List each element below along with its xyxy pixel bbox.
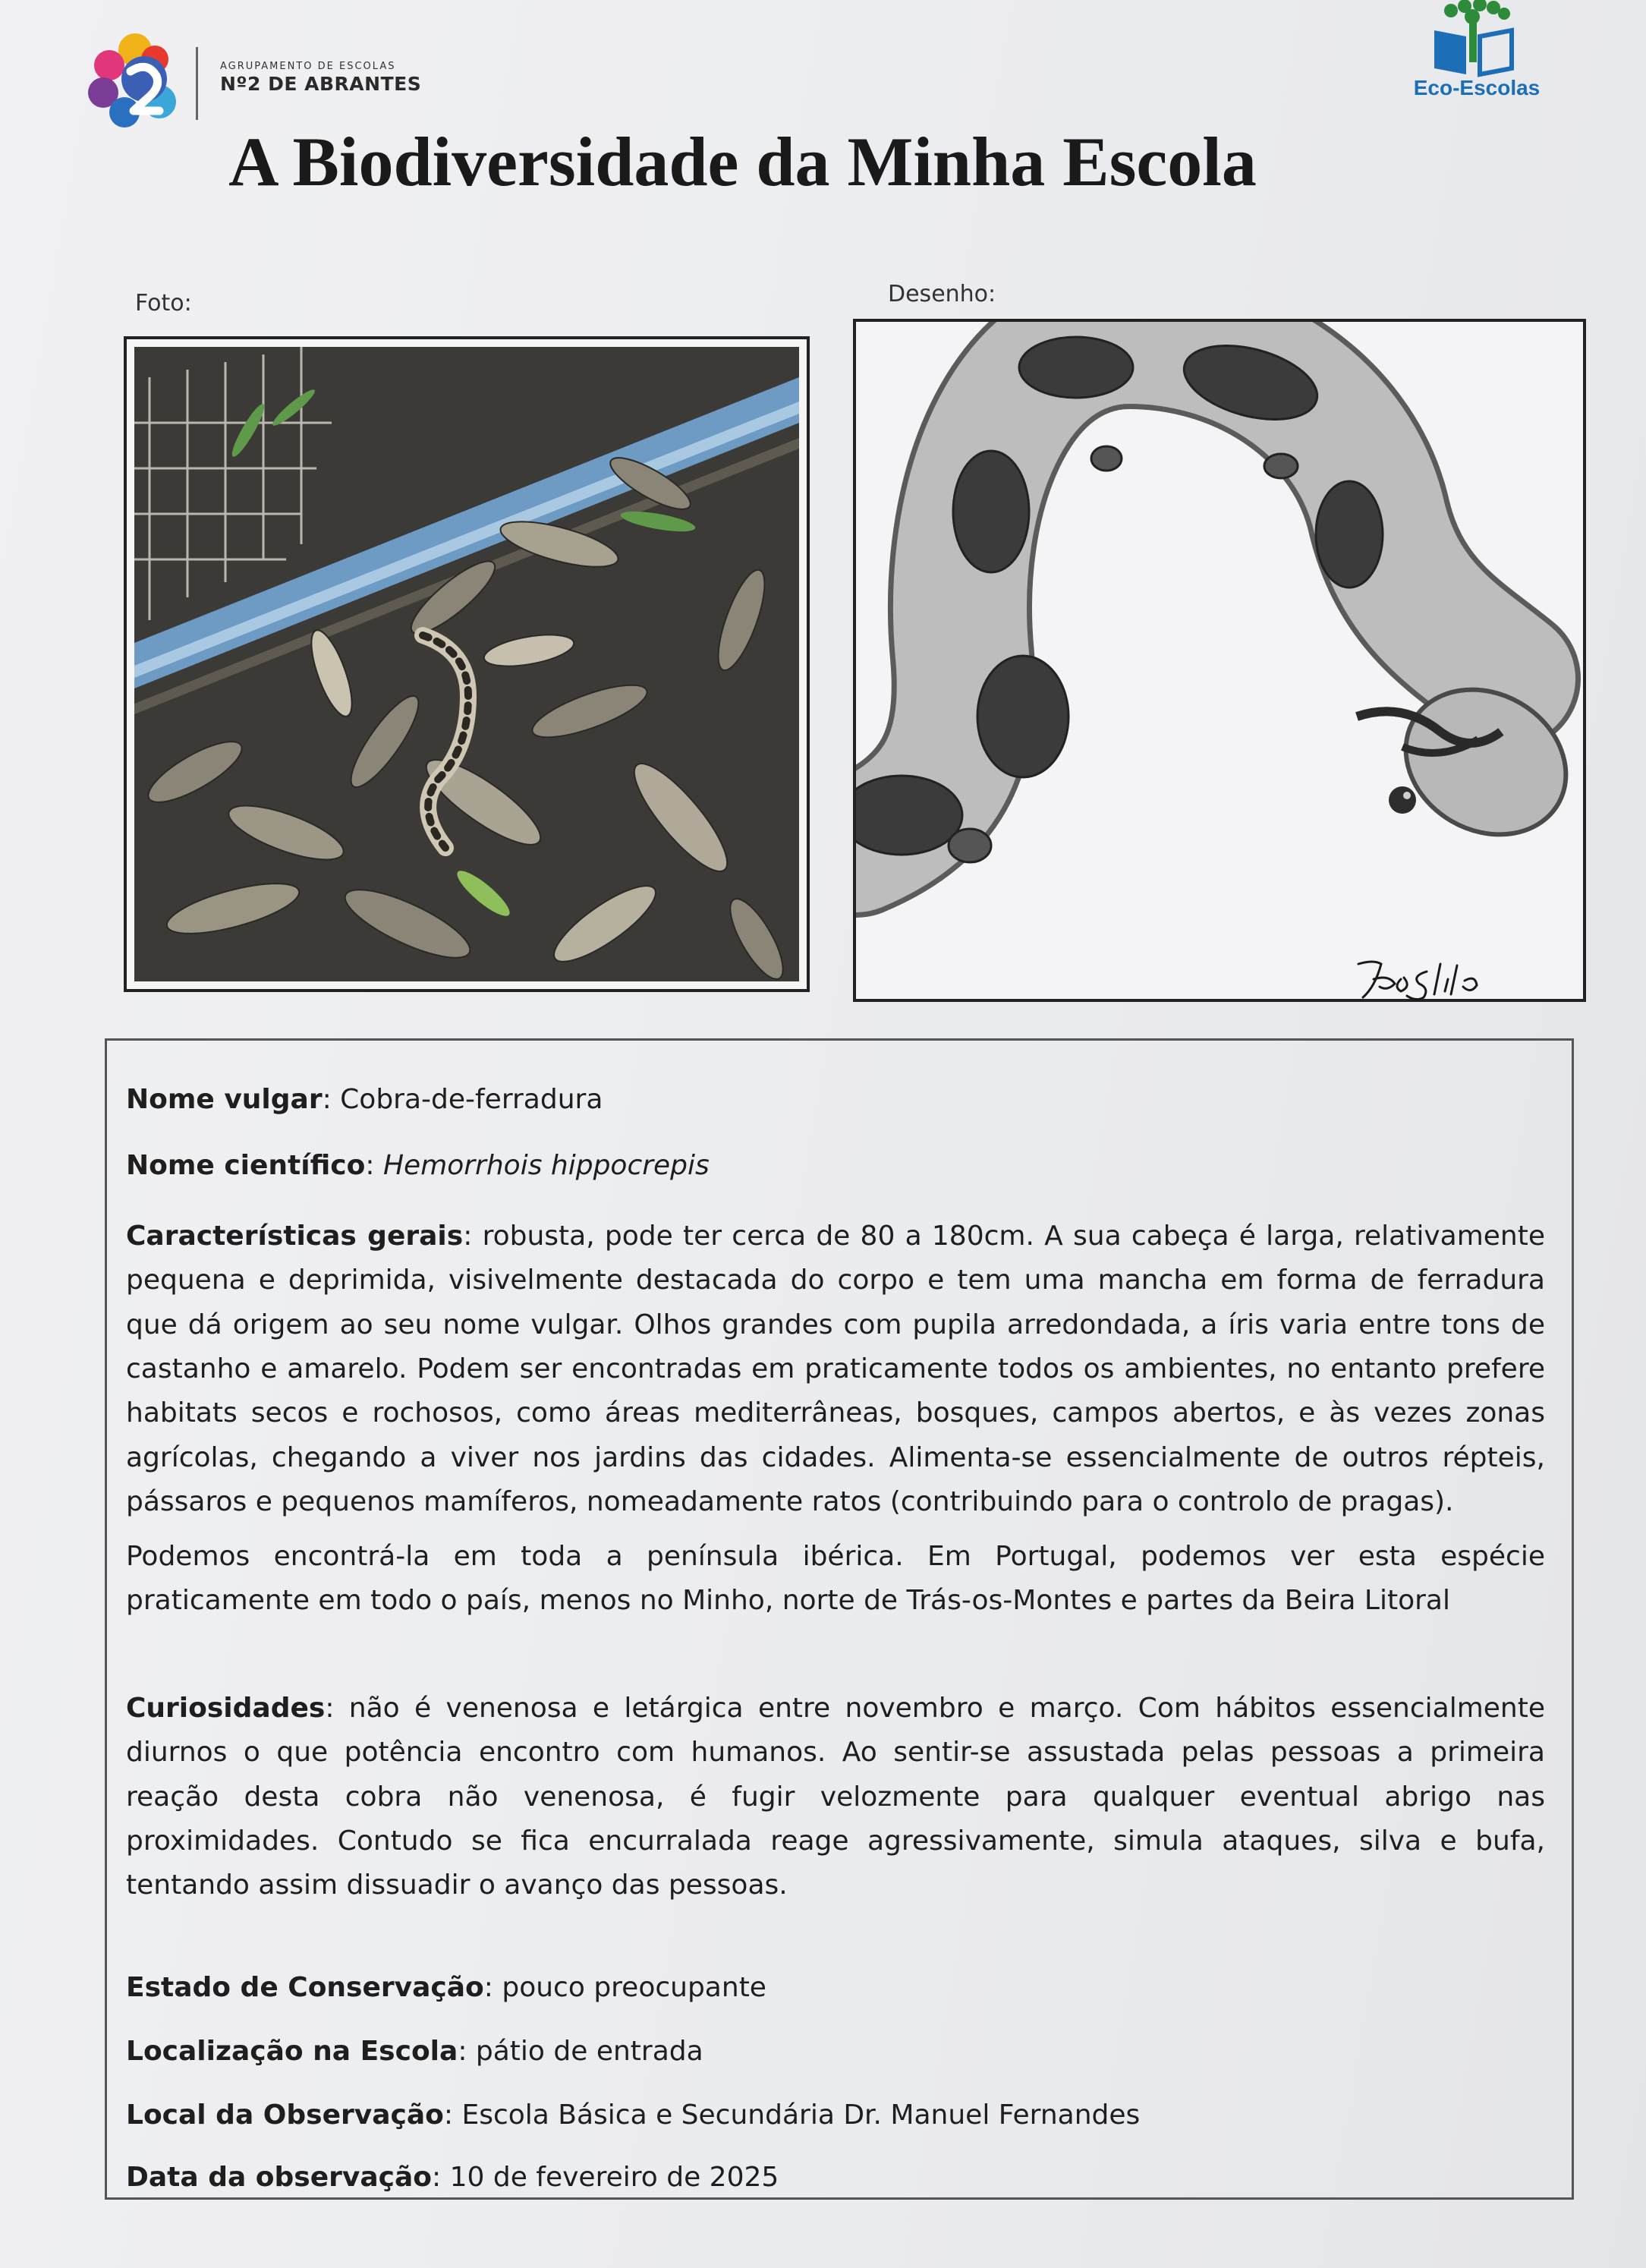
snake-drawing — [856, 322, 1583, 999]
drawing-label: Desenho: — [888, 281, 996, 307]
scientific-name-label: Nome científico — [126, 1150, 366, 1181]
common-name-label: Nome vulgar — [126, 1084, 323, 1115]
common-name-row: Nome vulgar: Cobra-de-ferradura — [126, 1084, 603, 1115]
curiosities-paragraph: Curiosidades: não é venenosa e letárgica entre novembro e março. Com hábitos essencialmente diurnos o que potência encontro com humanos. Ao sentir-se assustada pelas pessoas a primeira reação desta cobra não venenosa, é fugir velozmente para qualquer eventual abrigo nas proximidades. Contudo se fica encurralada reage agressivamente, simula ataques, silva e bufa, tentando assim dissuadir o avanço das pessoas. — [126, 1693, 1545, 1901]
curiosities-text: não é venenosa e letárgica entre novembro e março. Com hábitos essencialmente diurnos o que potência encontro com humanos. Ao sentir-se assustada pelas pessoas a primeira reação desta cobra não venenosa, é fugir velozmente para qualquer eventual abrigo nas proximidades. Contudo se fica encurralada reage agressivamente, simula ataques, silva e bufa, tentando assim dissuadir o avanço das pessoas. — [126, 1693, 1545, 1901]
scientific-name-row: Nome científico: Hemorrhois hippocrepis — [126, 1150, 710, 1181]
characteristics-label: Características gerais — [126, 1221, 464, 1252]
photo-label: Foto: — [135, 290, 192, 317]
drawing-frame — [853, 319, 1586, 1002]
school-name: Nº2 DE ABRANTES — [220, 73, 422, 95]
observation-place-label: Local da Observação — [126, 2099, 444, 2131]
page-title: A Biodiversidade da Minha Escola — [228, 123, 1257, 200]
location-label: Localização na Escola — [126, 2036, 458, 2067]
distribution-text: Podemos encontrá-la em toda a península ibérica. Em Portugal, podemos ver esta espécie praticamente em todo o país, menos no Minho, norte de Trás-os-Montes e partes da Beira Litoral — [126, 1541, 1545, 1617]
school-logo — [76, 23, 197, 137]
characteristics-paragraph: Características gerais: robusta, pode ter cerca de 80 a 180cm. A sua cabeça é larga, relativamente pequena e deprimida, visivelmente destacada do corpo e tem uma mancha em forma de ferradura que dá origem ao seu nome vulgar. Olhos grandes com pupila arredondada, a íris varia entre tons de castanho e amarelo. Podem ser encontradas em praticamente todos os ambientes, no entanto prefere habitats secos e rochosos, como áreas mediterrâneas, bosques, campos abertos, e às vezes zonas agrícolas, chegando a viver nos jardins das cidades. Alimenta-se essencialmente de outros répteis, pássaros e pequenos mamíferos, nomeadamente ratos (contribuindo para o controlo de pragas). — [126, 1221, 1546, 1517]
scientific-name-value: Hemorrhois hippocrepis — [382, 1150, 710, 1181]
school-name-small: AGRUPAMENTO DE ESCOLAS — [220, 61, 396, 72]
characteristics-text: robusta, pode ter cerca de 80 a 180cm. A sua cabeça é larga, relativamente pequena e deprimida, visivelmente destacada do corpo e tem uma mancha em forma de ferradura que dá origem ao seu nome vulgar. Olhos grandes com pupila arredondada, a íris varia entre tons de castanho e amarelo. Podem ser encontradas em praticamente todos os ambientes, no entanto prefere habitats secos e rochosos, como áreas mediterrâneas, bosques, campos abertos, e às vezes zonas agrícolas, chegando a viver nos jardins das cidades. Alimenta-se essencialmente de outros répteis, pássaros e pequenos mamíferos, nomeadamente ratos (contribuindo para o controlo de pragas). — [126, 1221, 1546, 1517]
snake-photo — [134, 347, 799, 981]
location-value: pátio de entrada — [475, 2036, 703, 2067]
common-name-value: Cobra-de-ferradura — [340, 1084, 603, 1115]
eco-escolas-label: Eco-Escolas — [1413, 76, 1541, 99]
artist-signature — [1351, 956, 1503, 1002]
observation-date-label: Data da observação — [126, 2162, 433, 2193]
location-row: Localização na Escola: pátio de entrada — [126, 2036, 703, 2067]
conservation-label: Estado de Conservação — [126, 1972, 484, 2003]
observation-date-value: 10 de fevereiro de 2025 — [449, 2162, 779, 2193]
conservation-value: pouco preocupante — [502, 1972, 766, 2003]
photo-frame — [124, 336, 810, 992]
logo-divider — [196, 47, 198, 120]
distribution-paragraph — [126, 1535, 1545, 1624]
observation-place-row: Local da Observação: Escola Básica e Secundária Dr. Manuel Fernandes — [126, 2099, 1141, 2131]
eco-escolas-logo — [1419, 0, 1533, 83]
observation-date-row: Data da observação: 10 de fevereiro de 2025 — [126, 2162, 779, 2193]
curiosities-label: Curiosidades — [126, 1693, 326, 1724]
observation-place-value: Escola Básica e Secundária Dr. Manuel Fernandes — [461, 2099, 1141, 2131]
conservation-row: Estado de Conservação: pouco preocupante — [126, 1972, 766, 2003]
